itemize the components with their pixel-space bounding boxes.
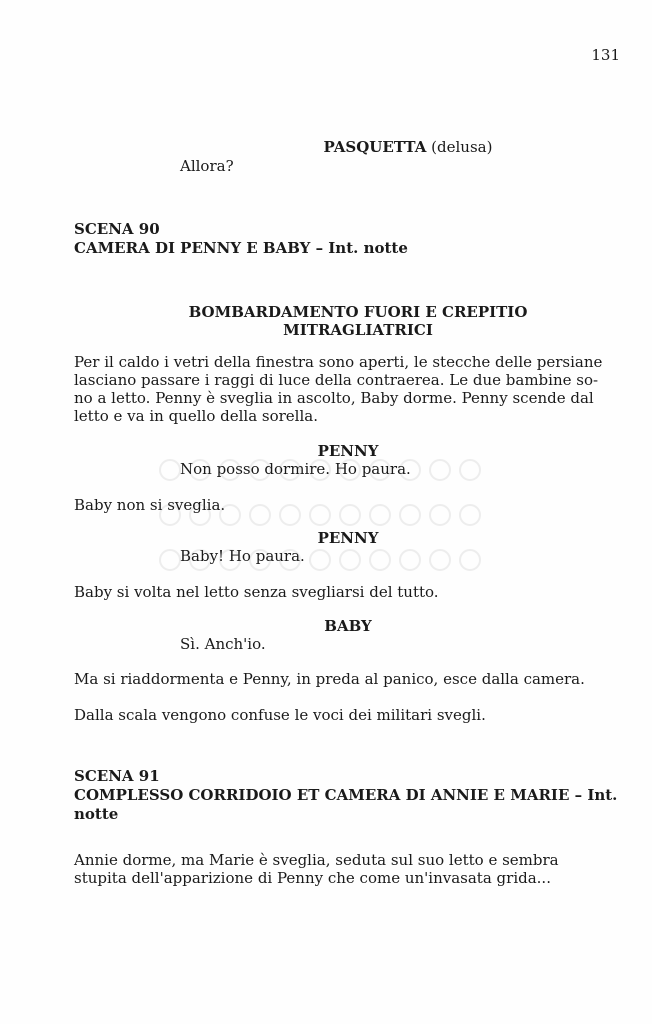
action-paragraph-1 — [74, 353, 622, 425]
page-number: 131 — [591, 46, 620, 64]
action-line: stupita dell'apparizione di Penny che come un'invasata grida... — [74, 869, 551, 887]
action-line: Annie dorme, ma Marie è sveglia, seduta sul suo letto e sembra — [74, 851, 559, 869]
dialogue-penny-1: Non posso dormire. Ho paura. — [180, 460, 411, 478]
action-paragraph-5: Dalla scala vengono confuse le voci dei militari svegli. — [74, 706, 486, 724]
dialogue-baby: Sì. Anch'io. — [180, 635, 266, 653]
character-cue-penny: PENNY — [317, 529, 379, 547]
parenthetical: (delusa) — [426, 138, 493, 156]
action-line: no a letto. Penny è sveglia in ascolto, Baby dorme. Penny scende dal — [74, 389, 594, 407]
scene-number-91: SCENA 91 — [74, 767, 160, 785]
action-paragraph-3: Baby si volta nel letto senza svegliarsi del tutto. — [74, 583, 439, 601]
action-line: letto e va in quello della sorella. — [74, 407, 318, 425]
character-cue-penny: PENNY — [317, 442, 379, 460]
dialogue-pasquetta: Allora? — [180, 157, 234, 175]
sound-effect-line-2: MITRAGLIATRICI — [283, 321, 433, 339]
action-paragraph-2: Baby non si sveglia. — [74, 496, 226, 514]
character-cue-baby: BABY — [324, 617, 372, 635]
cue-name: PASQUETTA — [323, 138, 427, 156]
action-line: lasciano passare i raggi di luce della contraerea. Le due bambine so- — [74, 371, 599, 389]
action-line: Per il caldo i vetri della finestra sono aperti, le stecche delle persiane — [74, 353, 603, 371]
character-cue-pasquetta — [74, 138, 622, 156]
scene-heading-91-line-1: COMPLESSO CORRIDOIO ET CAMERA DI ANNIE E MARIE – Int. — [74, 786, 618, 804]
scene-number-90: SCENA 90 — [74, 220, 160, 238]
dialogue-penny-2: Baby! Ho paura. — [180, 547, 305, 565]
sound-effect-line-1: BOMBARDAMENTO FUORI E CREPITIO — [188, 303, 528, 321]
action-paragraph-4: Ma si riaddormenta e Penny, in preda al panico, esce dalla camera. — [74, 670, 585, 688]
scene-heading-90: CAMERA DI PENNY E BABY – Int. notte — [74, 239, 408, 257]
action-paragraph-6 — [74, 851, 622, 887]
scene-heading-91-line-2: notte — [74, 805, 119, 823]
